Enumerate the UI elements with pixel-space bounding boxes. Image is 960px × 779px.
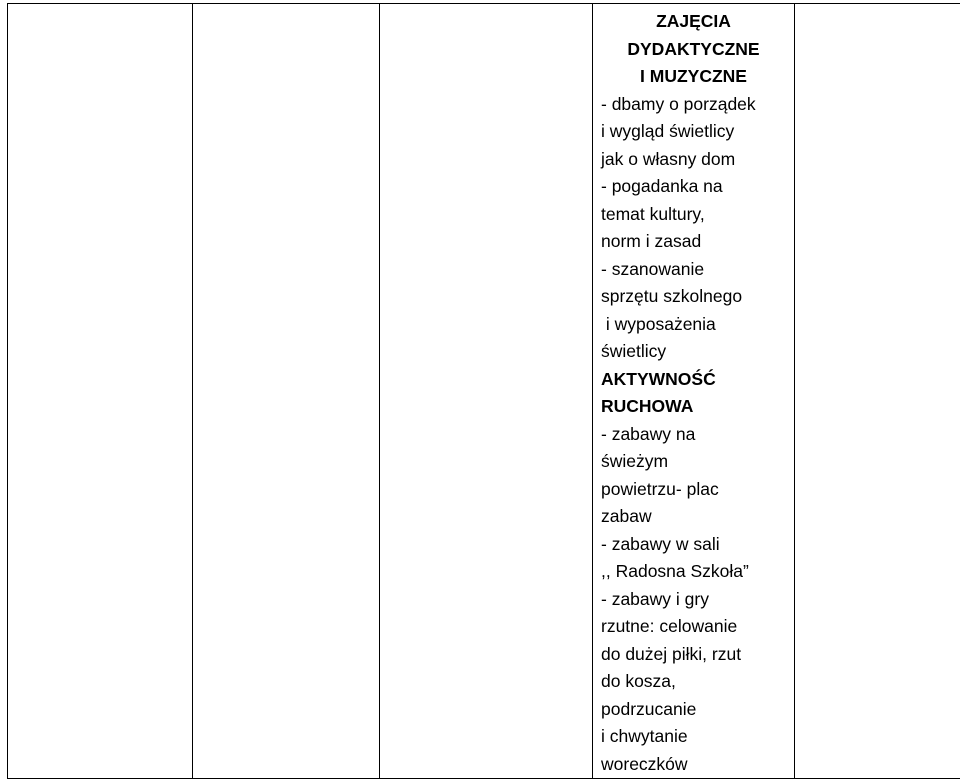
text-line: ,, Radosna Szkoła” [601,561,749,581]
text-line: jak o własny dom [601,148,736,169]
empty-cell-5 [795,4,960,779]
text-line: do dużej piłki, rzut [601,643,742,664]
text-line: i wygląd świetlicy [601,121,735,141]
text-line: - zabawy w sali [601,533,720,554]
section-heading: I MUZYCZNE [640,66,747,86]
section-heading: ZAJĘCIA [656,11,731,31]
text-line: temat kultury, [601,203,705,224]
text-line: woreczków [601,753,688,774]
section-heading: DYDAKTYCZNE [627,38,760,59]
text-line: i wyposażenia [601,313,716,334]
text-line: i chwytanie [601,726,688,746]
text-line: sprzętu szkolnego [601,286,743,306]
text-line: powietrzu- plac [601,478,719,499]
text-line: - zabawy na [601,423,696,444]
section-heading: AKTYWNOŚĆ [601,368,716,389]
empty-cell-2 [193,4,380,779]
text-line: - zabawy i gry [601,588,709,609]
section-heading: RUCHOWA [601,396,694,416]
text-line: podrzucanie [601,698,697,719]
empty-cell-1 [8,4,193,779]
text-line: zabaw [601,506,652,526]
table-row [8,4,960,779]
text-line: świeżym [601,451,669,471]
text-line: rzutne: celowanie [601,616,738,636]
activities-content [593,4,794,778]
text-line: norm i zasad [601,231,702,251]
text-line: świetlicy [601,341,667,361]
text-line: do kosza, [601,671,676,691]
text-line: - dbamy o porządek [601,93,756,114]
document-table [7,3,960,779]
text-line: - szanowanie [601,258,705,279]
text-line: - pogadanka na [601,176,723,196]
empty-cell-3 [380,4,593,779]
activities-cell [593,4,795,779]
